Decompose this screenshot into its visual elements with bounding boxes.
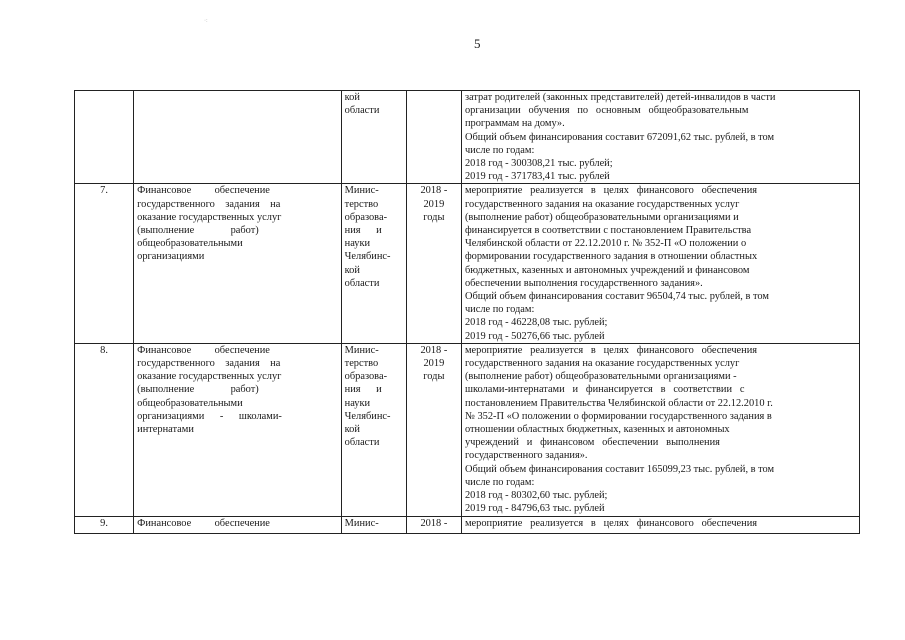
desc_lines-line: затрат родителей (законных представителей) детей-инвалидов в части: [464, 92, 776, 103]
name_lines-line: (выполнение работ): [137, 384, 259, 396]
name_lines-line: оказание государственных услуг: [137, 211, 282, 223]
desc_lines-line: (выполнение работ) общеобразовательными организациями -: [464, 371, 737, 383]
description-cell: [461, 516, 859, 533]
desc_lines-line: 2019 год - 84796,63 тыс. рублей: [464, 503, 605, 515]
name_lines-line: общеобразовательными: [137, 397, 243, 409]
years_lines-line: 2018 -: [420, 344, 448, 356]
desc_lines-line: государственного задания на оказание государственных услуг: [464, 358, 740, 370]
years_lines-line: годы: [423, 371, 445, 383]
description-cell: [461, 91, 859, 184]
desc_lines-line: Общий объем финансирования составит 96504,74 тыс. рублей, в том: [464, 291, 769, 303]
desc_lines-line: 2019 год - 50276,66 тыс. рублей: [464, 330, 605, 342]
desc_lines-line: постановлением Правительства Челябинской области от 22.12.2010 г.: [464, 397, 773, 409]
org_lines-line: Минис-: [344, 517, 379, 529]
name_lines-line: государственного задания на: [137, 198, 281, 210]
executor-cell: [341, 91, 406, 184]
table-row: [75, 91, 860, 184]
measures-table: [74, 90, 860, 534]
desc_lines-line: Общий объем финансирования составит 165099,23 тыс. рублей, в том: [464, 463, 775, 475]
org_lines-line: Минис-: [344, 185, 379, 197]
period-cell: [406, 184, 461, 343]
org_lines-line: образова-: [344, 211, 388, 223]
period-cell: [406, 343, 461, 516]
desc_lines-line: 2018 год - 46228,08 тыс. рублей;: [464, 317, 608, 329]
years_lines-line: годы: [423, 211, 445, 223]
org_lines-line: Минис-: [344, 344, 379, 356]
desc_lines-line: организации обучения по основным общеобразовательным: [464, 105, 749, 117]
table-row: [75, 516, 860, 533]
activity-name-cell: [134, 343, 342, 516]
desc_lines-line: числе по годам:: [464, 144, 535, 156]
desc_lines-line: 2018 год - 80302,60 тыс. рублей;: [464, 490, 608, 502]
desc_lines-line: № 352-П «О положении о формировании государственного задания в: [464, 410, 772, 422]
org_lines-line: терство: [344, 198, 379, 210]
desc_lines-line: программам на дому».: [464, 118, 565, 130]
row-number-cell: [75, 184, 134, 343]
org_lines-line: ния и: [344, 225, 382, 237]
years_lines-line: 2018 -: [420, 185, 448, 197]
org_lines-line: области: [344, 437, 380, 449]
years_lines-line: 2018 -: [420, 517, 448, 529]
page-number: 5: [474, 36, 481, 51]
executor-cell: [341, 343, 406, 516]
name_lines-line: интернатами: [137, 424, 194, 436]
org_lines-line: науки: [344, 397, 371, 409]
row-number: 8.: [100, 344, 108, 356]
executor-cell: [341, 516, 406, 533]
years_lines-line: 2019: [423, 358, 445, 370]
desc_lines-line: мероприятие реализуется в целях финансового обеспечения: [464, 517, 758, 529]
table-row: [75, 184, 860, 343]
table-row: [75, 343, 860, 516]
desc_lines-line: 2018 год - 300308,21 тыс. рублей;: [464, 158, 613, 170]
row-number-cell: [75, 343, 134, 516]
desc_lines-line: Общий объем финансирования составит 672091,62 тыс. рублей, в том: [464, 131, 775, 143]
org_lines-line: кой: [344, 92, 360, 103]
org_lines-line: образова-: [344, 371, 388, 383]
period-cell: [406, 516, 461, 533]
name_lines-line: общеобразовательными: [137, 238, 243, 250]
org_lines-line: ния и: [344, 384, 382, 396]
desc_lines-line: 2019 год - 371783,41 тыс. рублей: [464, 171, 610, 183]
desc_lines-line: школами-интернатами и финансируется в соответствии с: [464, 384, 745, 396]
org_lines-line: науки: [344, 238, 371, 250]
desc_lines-line: мероприятие реализуется в целях финансового обеспечения: [464, 344, 758, 356]
years_lines-line: 2019: [423, 198, 445, 210]
desc_lines-line: числе по годам:: [464, 476, 535, 488]
desc_lines-line: числе по годам:: [464, 304, 535, 316]
name_lines-line: организациями: [137, 251, 205, 263]
desc_lines-line: бюджетных, казенных и автономных учреждений и финансовом: [464, 264, 750, 276]
name_lines-line: Финансовое обеспечение: [137, 344, 270, 356]
activity-name-cell: [134, 516, 342, 533]
org_lines-line: терство: [344, 358, 379, 370]
org_lines-line: Челябинс-: [344, 410, 391, 422]
org_lines-line: кой: [344, 264, 360, 276]
row-number-cell: [75, 516, 134, 533]
desc_lines-line: государственного задания на оказание государственных услуг: [464, 198, 740, 210]
desc_lines-line: мероприятие реализуется в целях финансового обеспечения: [464, 185, 758, 197]
desc_lines-line: государственного задания».: [464, 450, 588, 462]
name_lines-line: Финансовое обеспечение: [137, 517, 270, 529]
desc_lines-line: отношении областных бюджетных, казенных и автономных: [464, 424, 730, 436]
row-number-cell: [75, 91, 134, 184]
desc_lines-line: (выполнение работ) общеобразовательными организациями и: [464, 211, 739, 223]
name_lines-line: оказание государственных услуг: [137, 371, 282, 383]
desc_lines-line: учреждений и финансовом обеспечении выполнения: [464, 437, 720, 449]
activity-name-cell: [134, 184, 342, 343]
description-cell: [461, 184, 859, 343]
activity-name-cell: [134, 91, 342, 184]
name_lines-line: Финансовое обеспечение: [137, 185, 270, 197]
desc_lines-line: обеспечении выполнения государственного задания».: [464, 277, 703, 289]
org_lines-line: области: [344, 105, 380, 117]
name_lines-line: организациями - школами-: [137, 410, 282, 422]
desc_lines-line: Челябинской области от 22.12.2010 г. № 352-П «О положении о: [464, 238, 747, 250]
org_lines-line: Челябинс-: [344, 251, 391, 263]
name_lines-line: (выполнение работ): [137, 225, 259, 237]
desc_lines-line: формировании государственного задания в отношении областных: [464, 251, 758, 263]
scan-speck: ·:: [204, 18, 208, 24]
row-number: 7.: [100, 185, 108, 197]
description-cell: [461, 343, 859, 516]
org_lines-line: кой: [344, 424, 360, 436]
org_lines-line: области: [344, 277, 380, 289]
name_lines-line: государственного задания на: [137, 358, 281, 370]
period-cell: [406, 91, 461, 184]
row-number: 9.: [100, 517, 108, 529]
executor-cell: [341, 184, 406, 343]
desc_lines-line: финансируется в соответствии с постановлением Правительства: [464, 225, 752, 237]
